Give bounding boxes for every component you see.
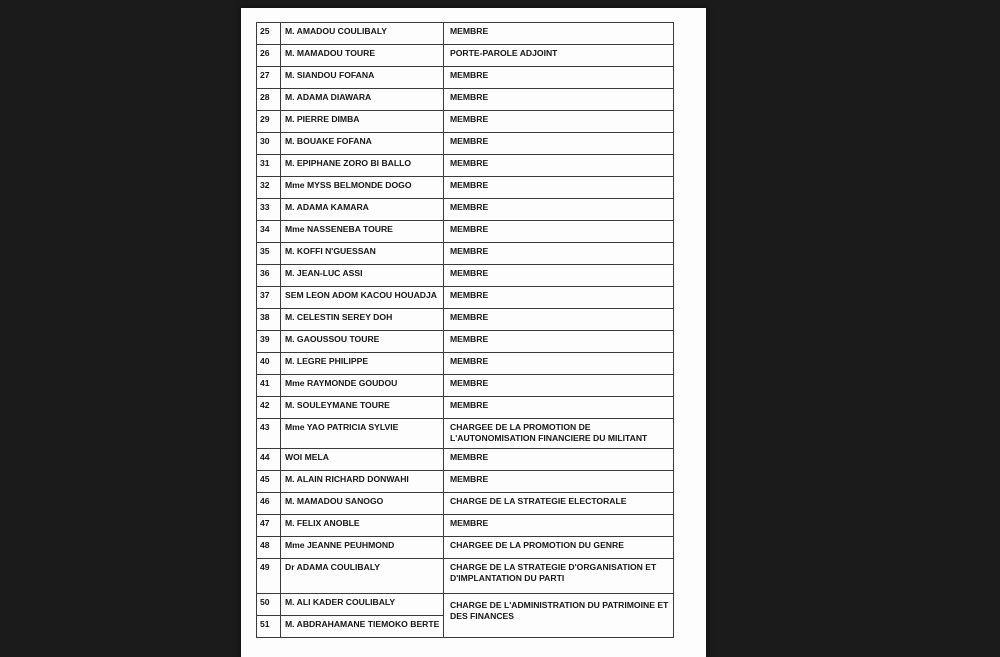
- member-name: M. MAMADOU SANOGO: [281, 493, 444, 515]
- row-number: 27: [257, 67, 281, 89]
- member-name: M. SOULEYMANE TOURE: [281, 397, 444, 419]
- row-number: 31: [257, 155, 281, 177]
- member-role: MEMBRE: [444, 23, 674, 45]
- table-row: [257, 397, 674, 419]
- member-name: M. ADAMA DIAWARA: [281, 89, 444, 111]
- member-role: CHARGE DE LA STRATEGIE D'ORGANISATION ET D'IMPLANTATION DU PARTI: [444, 559, 674, 594]
- document-page: [241, 8, 706, 657]
- member-role: MEMBRE: [444, 397, 674, 419]
- row-number: 40: [257, 353, 281, 375]
- member-role: MEMBRE: [444, 111, 674, 133]
- member-name: SEM LEON ADOM KACOU HOUADJA: [281, 287, 444, 309]
- table-row: [257, 471, 674, 493]
- table-row: [257, 199, 674, 221]
- member-name: M. GAOUSSOU TOURE: [281, 331, 444, 353]
- table-row: [257, 243, 674, 265]
- member-role: MEMBRE: [444, 287, 674, 309]
- member-name: M. ADAMA KAMARA: [281, 199, 444, 221]
- row-number: 28: [257, 89, 281, 111]
- table-row: [257, 67, 674, 89]
- member-role: MEMBRE: [444, 199, 674, 221]
- row-number: 49: [257, 559, 281, 594]
- member-role: MEMBRE: [444, 133, 674, 155]
- table-row: [257, 23, 674, 45]
- row-number: 42: [257, 397, 281, 419]
- table-row: [257, 493, 674, 515]
- row-number: 46: [257, 493, 281, 515]
- member-name: Mme MYSS BELMONDE DOGO: [281, 177, 444, 199]
- row-number: 44: [257, 449, 281, 471]
- member-role: MEMBRE: [444, 471, 674, 493]
- member-role: MEMBRE: [444, 353, 674, 375]
- member-name: M. BOUAKE FOFANA: [281, 133, 444, 155]
- member-name: M. AMADOU COULIBALY: [281, 23, 444, 45]
- table-row: [257, 177, 674, 199]
- member-role: MEMBRE: [444, 515, 674, 537]
- table-row: [257, 375, 674, 397]
- member-name: M. MAMADOU TOURE: [281, 45, 444, 67]
- row-number: 32: [257, 177, 281, 199]
- member-role: MEMBRE: [444, 265, 674, 287]
- member-role: MEMBRE: [444, 177, 674, 199]
- member-role: CHARGEE DE LA PROMOTION DU GENRE: [444, 537, 674, 559]
- member-role: CHARGE DE L'ADMINISTRATION DU PATRIMOINE ET DES FINANCES: [444, 594, 674, 638]
- member-name: WOI MELA: [281, 449, 444, 471]
- row-number: 30: [257, 133, 281, 155]
- row-number: 41: [257, 375, 281, 397]
- member-name: M. LEGRE PHILIPPE: [281, 353, 444, 375]
- member-role: MEMBRE: [444, 89, 674, 111]
- row-number: 50: [257, 594, 281, 616]
- member-role: CHARGE DE LA STRATEGIE ELECTORALE: [444, 493, 674, 515]
- row-number: 26: [257, 45, 281, 67]
- row-number: 45: [257, 471, 281, 493]
- member-name: M. JEAN-LUC ASSI: [281, 265, 444, 287]
- row-number: 35: [257, 243, 281, 265]
- member-role: CHARGEE DE LA PROMOTION DE L'AUTONOMISATION FINANCIERE DU MILITANT: [444, 419, 674, 449]
- member-role: MEMBRE: [444, 449, 674, 471]
- row-number: 36: [257, 265, 281, 287]
- row-number: 51: [257, 616, 281, 638]
- table-row: [257, 559, 674, 594]
- member-name: Mme RAYMONDE GOUDOU: [281, 375, 444, 397]
- member-name: M. ALI KADER COULIBALY: [281, 594, 444, 616]
- member-name: M. PIERRE DIMBA: [281, 111, 444, 133]
- table-row: [257, 221, 674, 243]
- row-number: 34: [257, 221, 281, 243]
- member-name: Mme YAO PATRICIA SYLVIE: [281, 419, 444, 449]
- member-name: M. ALAIN RICHARD DONWAHI: [281, 471, 444, 493]
- row-number: 39: [257, 331, 281, 353]
- member-role: MEMBRE: [444, 375, 674, 397]
- member-name: M. FELIX ANOBLE: [281, 515, 444, 537]
- member-role: MEMBRE: [444, 155, 674, 177]
- row-number: 33: [257, 199, 281, 221]
- table-row: [257, 265, 674, 287]
- member-role: MEMBRE: [444, 309, 674, 331]
- table-row: [257, 353, 674, 375]
- member-name: Mme JEANNE PEUHMOND: [281, 537, 444, 559]
- table-row: [257, 111, 674, 133]
- member-role: PORTE-PAROLE ADJOINT: [444, 45, 674, 67]
- member-name: Dr ADAMA COULIBALY: [281, 559, 444, 594]
- row-number: 48: [257, 537, 281, 559]
- row-number: 29: [257, 111, 281, 133]
- table-row: [257, 45, 674, 67]
- members-table: [256, 22, 674, 638]
- table-row: [257, 155, 674, 177]
- row-number: 25: [257, 23, 281, 45]
- table-row: [257, 449, 674, 471]
- table-row: [257, 594, 674, 616]
- row-number: 38: [257, 309, 281, 331]
- row-number: 47: [257, 515, 281, 537]
- table-row: [257, 89, 674, 111]
- table-row: [257, 515, 674, 537]
- table-row: [257, 419, 674, 449]
- table-row: [257, 287, 674, 309]
- member-role: MEMBRE: [444, 221, 674, 243]
- member-name: M. EPIPHANE ZORO BI BALLO: [281, 155, 444, 177]
- table-row: [257, 133, 674, 155]
- member-role: MEMBRE: [444, 243, 674, 265]
- member-role: MEMBRE: [444, 67, 674, 89]
- member-name: M. SIANDOU FOFANA: [281, 67, 444, 89]
- table-row: [257, 537, 674, 559]
- member-name: Mme NASSENEBA TOURE: [281, 221, 444, 243]
- member-name: M. KOFFI N'GUESSAN: [281, 243, 444, 265]
- member-name: M. ABDRAHAMANE TIEMOKO BERTE: [281, 616, 444, 638]
- table-row: [257, 331, 674, 353]
- member-name: M. CELESTIN SEREY DOH: [281, 309, 444, 331]
- member-role: MEMBRE: [444, 331, 674, 353]
- row-number: 37: [257, 287, 281, 309]
- row-number: 43: [257, 419, 281, 449]
- table-row: [257, 309, 674, 331]
